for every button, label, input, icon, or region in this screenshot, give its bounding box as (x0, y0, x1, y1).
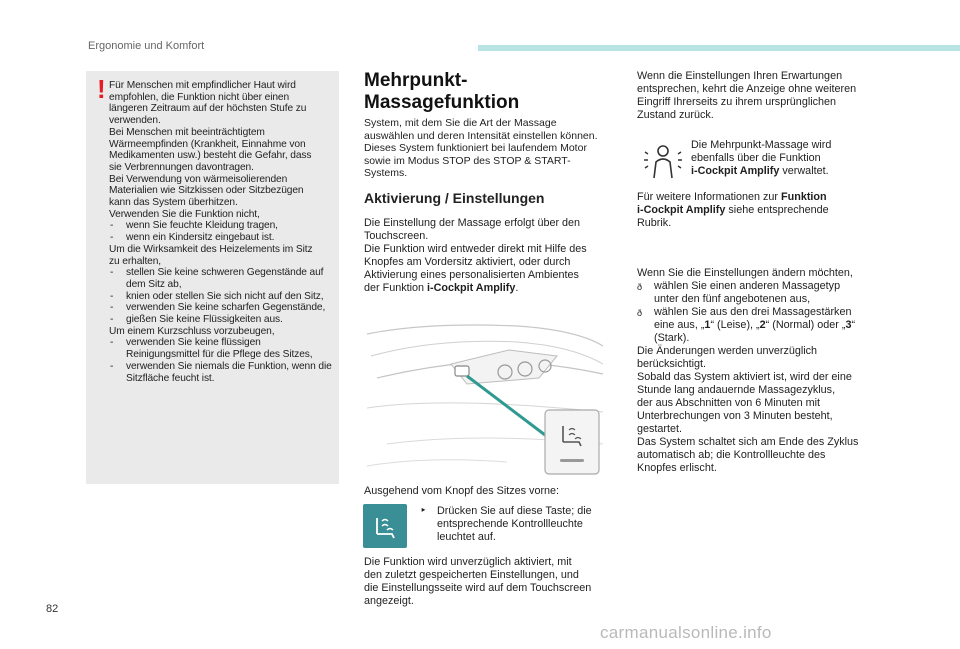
warning-text: Für Menschen mit empfindlicher Haut wird empfohlen, die Funktion nicht über einen längeren Zeitraum auf der höchsten Stufe zu verwenden. Bei Menschen mit beeinträchtigtem Wärmeempfinden (Krankheit, Einnahme von Medikamenten usw.) besteht die Gefahr, dass sie Verbrennungen davontragen. Bei Verwendung von wärmeisolierenden Materialien wie Sitzkissen oder Sitzbezügen kann das System überhitzen. Verwenden Sie die Funktion nicht, - wenn Sie feuchte Kleidung tragen, - wenn ein Kindersitz eingebaut ist. Um die Wirksamkeit des Heizelements im Sitz zu erhalten, - stellen Sie keine schweren Gegenstände auf dem Sitz ab, - knien oder stellen Sie sich nicht auf den Sitz, - verwenden Sie keine scharfen Gegenstände, - gießen Sie keine Flüssigkeiten aus. Um einem Kurzschluss vorzubeugen, - verwenden Sie keine flüssigen Reinigungsmittel für die Pflege des Sitzes, - verwenden Sie niemals die Funktion, wenn die Sitzfläche feucht ist. (109, 80, 337, 384)
section-header: Ergonomie und Komfort (88, 40, 205, 52)
list-item: - knien oder stellen Sie sich nicht auf den Sitz, (109, 291, 337, 303)
page-title: Mehrpunkt- Massagefunktion (364, 70, 520, 113)
list-item: - gießen Sie keine Flüssigkeiten aus. (109, 314, 337, 326)
list-item: ð wählen Sie einen anderen Massagetyp (637, 280, 858, 293)
amplify-note: Die Mehrpunkt-Massage wird ebenfalls über die Funktion i-Cockpit Amplify verwaltet. (691, 139, 832, 177)
list-item: - wenn Sie feuchte Kleidung tragen, (109, 220, 337, 232)
press-instruction: ‣ Drücken Sie auf diese Taste; die entsprechende Kontrollleuchte leuchtet auf. (420, 505, 592, 544)
more-info-paragraph: Für weitere Informationen zur Funktion i-Cockpit Amplify siehe entsprechende Rubrik. (637, 191, 829, 229)
list-item: - stellen Sie keine schweren Gegenstände auf dem Sitz ab, (109, 267, 337, 290)
watermark: carmanualsonline.info (600, 623, 772, 642)
header-accent-bar (478, 45, 960, 51)
list-item: - verwenden Sie keine scharfen Gegenstände, (109, 302, 337, 314)
intro-paragraph: System, mit dem Sie die Art der Massage auswählen und deren Intensität einstellen können. Dieses System funktioniert bei laufendem Motor sowie im Modus STOP des STOP & START- Systems. (364, 117, 598, 180)
page-number: 82 (46, 603, 59, 615)
activation-paragraph: Die Einstellung der Massage erfolgt über den Touchscreen. Die Funktion wird entweder direkt mit Hilfe des Knopfes am Vordersitz aktiviert, oder durch Aktivierung eines personalisierten Ambientes der Funktion i-Cockpit Amplify. (364, 217, 587, 294)
exclamation-icon: ! (97, 74, 106, 104)
i-cockpit-amplify-icon (640, 140, 686, 182)
section-subheading: Aktivierung / Einstellungen (364, 190, 545, 206)
from-button-text: Ausgehend vom Knopf des Sitzes vorne: (364, 485, 560, 497)
massage-button-icon (363, 504, 407, 548)
activated-paragraph: Die Funktion wird unverzüglich aktiviert, mit den zuletzt gespeicherten Einstellungen, und die Einstellungsseite wird auf dem Touchscreen angezeigt. (364, 556, 592, 607)
seat-button-illustration (367, 316, 609, 479)
change-settings-paragraph: Wenn Sie die Einstellungen ändern möchten, ð wählen Sie einen anderen Massagetyp unter den fünf angebotenen aus, ð wählen Sie aus den drei Massagestärken eine aus, „1“ (Leise), „2“ (Normal) oder „3“ (Stark). Die Änderungen werden unverzüglich berücksichtigt. Sobald das System aktiviert ist, wird der eine Stunde lang andauernde Massagezyklus, der aus Abschnitten von 6 Minuten mit Unterbrechungen von 3 Minuten besteht, gestartet. Das System schaltet sich am Ende des Zyklus automatisch ab; die Kontrollleuchte des Knopfes erlischt. (637, 267, 858, 475)
list-item: ð wählen Sie aus den drei Massagestärken (637, 306, 858, 319)
list-item: - wenn ein Kindersitz eingebaut ist. (109, 232, 337, 244)
list-item: - verwenden Sie keine flüssigen Reinigungsmittel für die Pflege des Sitzes, (109, 337, 337, 360)
return-paragraph: Wenn die Einstellungen Ihren Erwartungen entsprechen, kehrt die Anzeige ohne weiteren Eingriff Ihrerseits zu ihrem ursprünglichen Zustand zurück. (637, 70, 857, 121)
list-item: - verwenden Sie niemals die Funktion, wenn die Sitzfläche feucht ist. (109, 361, 337, 384)
